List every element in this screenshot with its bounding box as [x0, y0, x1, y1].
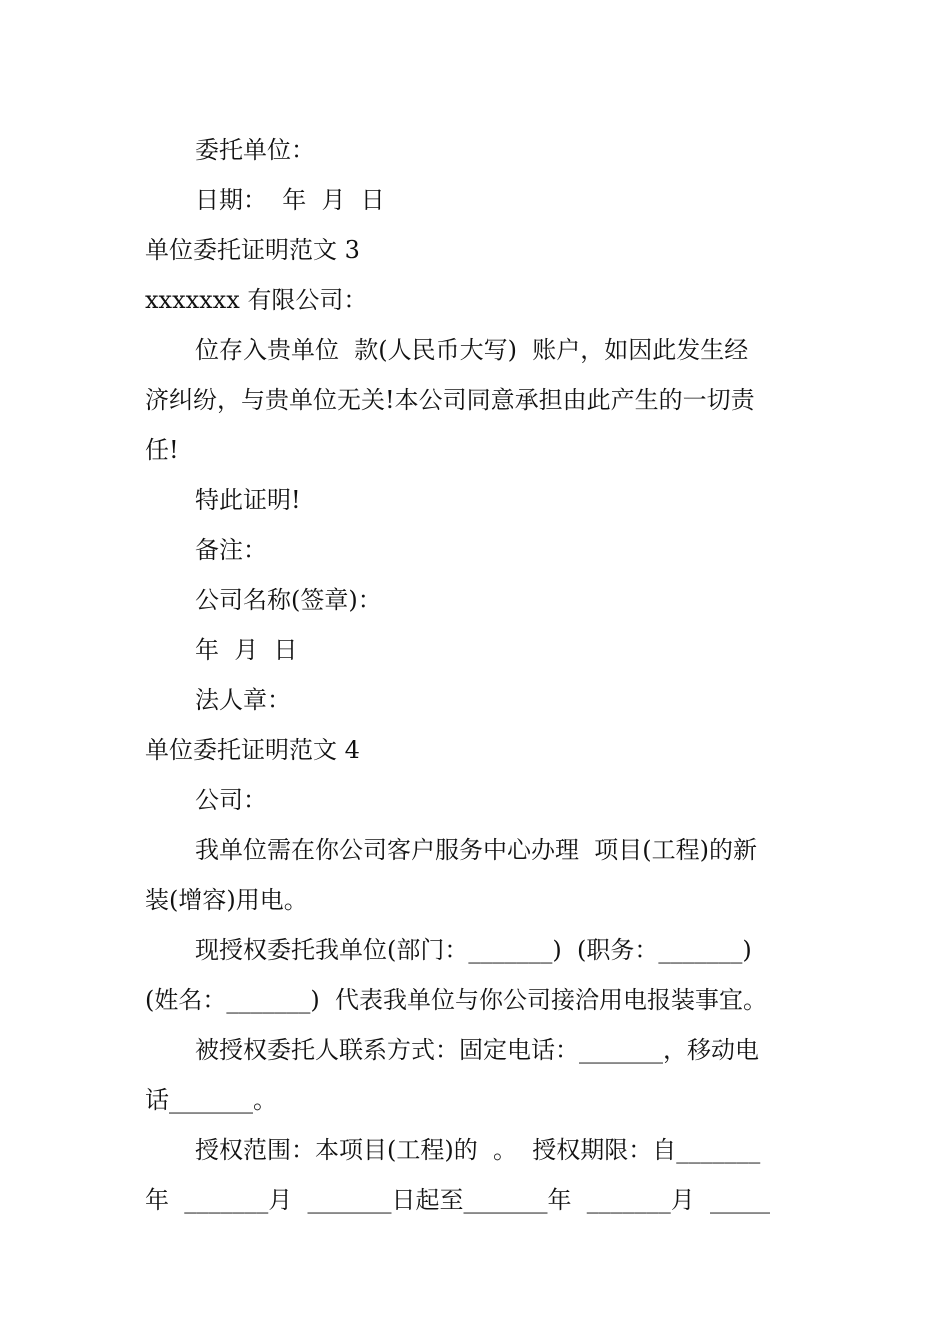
signature-date-line: 年 月 日 — [195, 636, 298, 664]
addressee-line: 公司： — [195, 786, 267, 814]
authorization-line: (姓名：_______) 代表我单位与你公司接洽用电报装事宜。 — [145, 986, 767, 1014]
contact-line: 被授权委托人联系方式：固定电话：_______，移动电 — [195, 1036, 759, 1064]
body-paragraph-line: 位存入贵单位 款(人民币大写) 账户，如因此发生经 — [195, 336, 749, 364]
contact-line: 话_______。 — [145, 1086, 277, 1114]
entrusting-unit-line: 委托单位： — [195, 136, 315, 164]
company-signature-line: 公司名称(签章)： — [195, 586, 382, 614]
body-paragraph-line: 任! — [145, 436, 179, 464]
body-paragraph-line: 我单位需在你公司客户服务中心办理 项目(工程)的新 — [195, 836, 757, 864]
addressee-line: xxxxxxx 有限公司： — [145, 286, 368, 314]
date-line: 日期： 年 月 日 — [195, 186, 385, 214]
body-paragraph-line: 济纠纷，与贵单位无关!本公司同意承担由此产生的一切责 — [145, 386, 755, 414]
section-heading-4: 单位委托证明范文 4 — [145, 736, 360, 764]
remarks-line: 备注： — [195, 536, 267, 564]
certification-line: 特此证明! — [195, 486, 301, 514]
section-heading-3: 单位委托证明范文 3 — [145, 236, 360, 264]
body-paragraph-line: 装(增容)用电。 — [145, 886, 308, 914]
legal-seal-line: 法人章： — [195, 686, 291, 714]
authorization-scope-line: 授权范围：本项目(工程)的 。 授权期限：自_______ — [195, 1136, 761, 1164]
authorization-period-line: 年 _______月 _______日起至_______年 _______月 _____ — [145, 1186, 771, 1214]
authorization-line: 现授权委托我单位(部门：_______) (职务：_______) — [195, 936, 752, 964]
